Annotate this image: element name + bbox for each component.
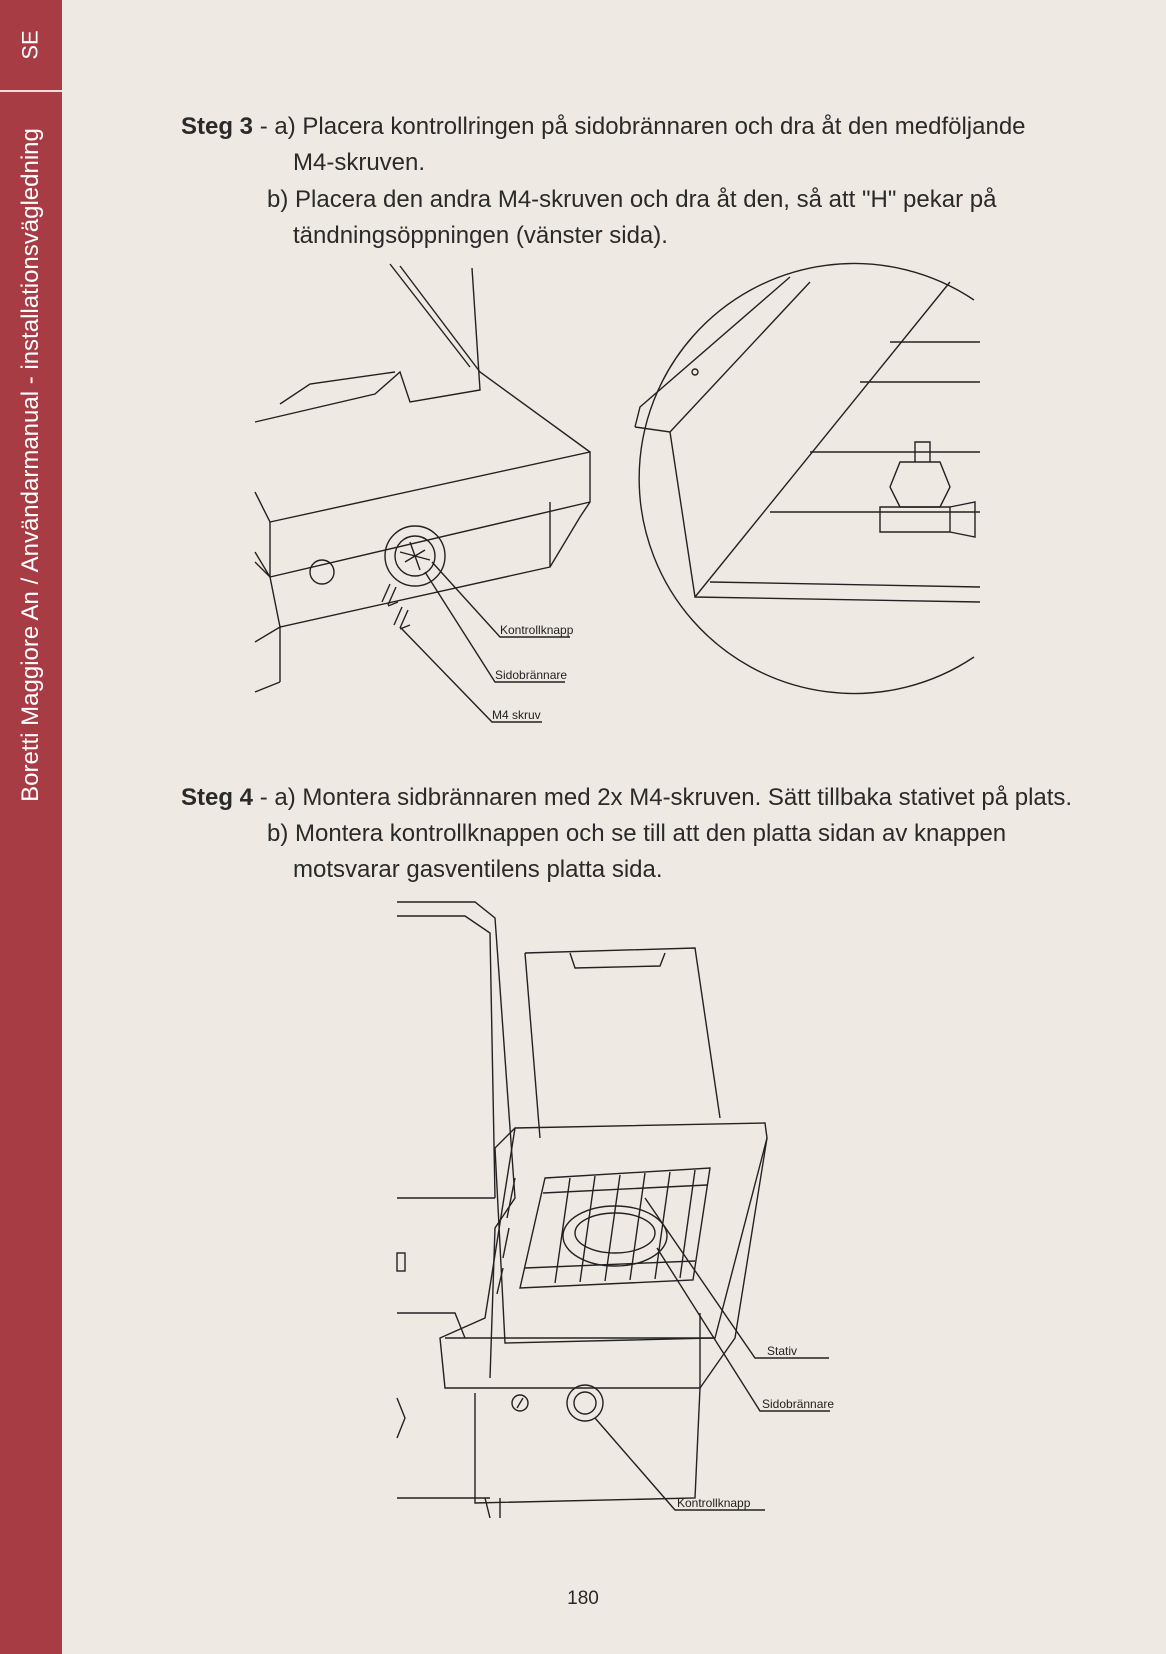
sidebar-divider xyxy=(0,90,62,92)
callout-m4-skruv-3: M4 skruv xyxy=(492,708,541,722)
sidebar-title: Boretti Maggiore An / Användarmanual - installationsvägledning xyxy=(17,128,44,802)
sidebar-title-wrap xyxy=(12,110,50,820)
step3-a-prefix: - a) xyxy=(259,113,296,140)
step4-figure xyxy=(395,898,835,1518)
step4-line-b1 xyxy=(267,816,1006,852)
step4-b-prefix: b) xyxy=(267,820,289,847)
step3-b-prefix: b) xyxy=(267,186,289,213)
callout-kontrollknapp-4: Kontrollknapp xyxy=(677,1496,751,1510)
step3-a-line2: M4-skruven. xyxy=(293,149,426,176)
language-tab xyxy=(0,0,62,90)
step4-label: Steg 4 xyxy=(181,784,254,811)
callout-stativ-4: Stativ xyxy=(767,1344,798,1358)
language-code: SE xyxy=(17,30,43,60)
step3-b-line2: tändningsöppningen (vänster sida). xyxy=(293,222,668,249)
step3-b-line1: Placera den andra M4-skruven och dra åt den, så att "H" pekar på xyxy=(295,186,997,213)
step4-a-prefix: - a) xyxy=(259,784,296,811)
step3-line-b1 xyxy=(267,182,996,218)
sidebar xyxy=(0,0,62,1654)
step3-label: Steg 3 xyxy=(181,113,254,140)
callout-sidobrannare-4: Sidobrännare xyxy=(762,1397,835,1411)
callout-sidobrannare-3: Sidobrännare xyxy=(495,668,568,682)
step3-figure xyxy=(250,262,980,742)
callout-kontrollknapp-3: Kontrollknapp xyxy=(500,623,574,637)
step4-line-a1 xyxy=(181,780,1072,816)
step3-line-a1 xyxy=(181,109,1026,145)
page-number: 180 xyxy=(567,1588,599,1609)
step4-b-line1: Montera kontrollknappen och se till att den platta sidan av knappen xyxy=(295,820,1007,847)
step4-b-line2: motsvarar gasventilens platta sida. xyxy=(293,856,663,883)
step3-a-line1: Placera kontrollringen på sidobrännaren och dra åt den medföljande xyxy=(302,113,1026,140)
step4-a-line1: Montera sidbrännaren med 2x M4-skruven. Sätt tillbaka stativet på plats. xyxy=(302,784,1073,811)
